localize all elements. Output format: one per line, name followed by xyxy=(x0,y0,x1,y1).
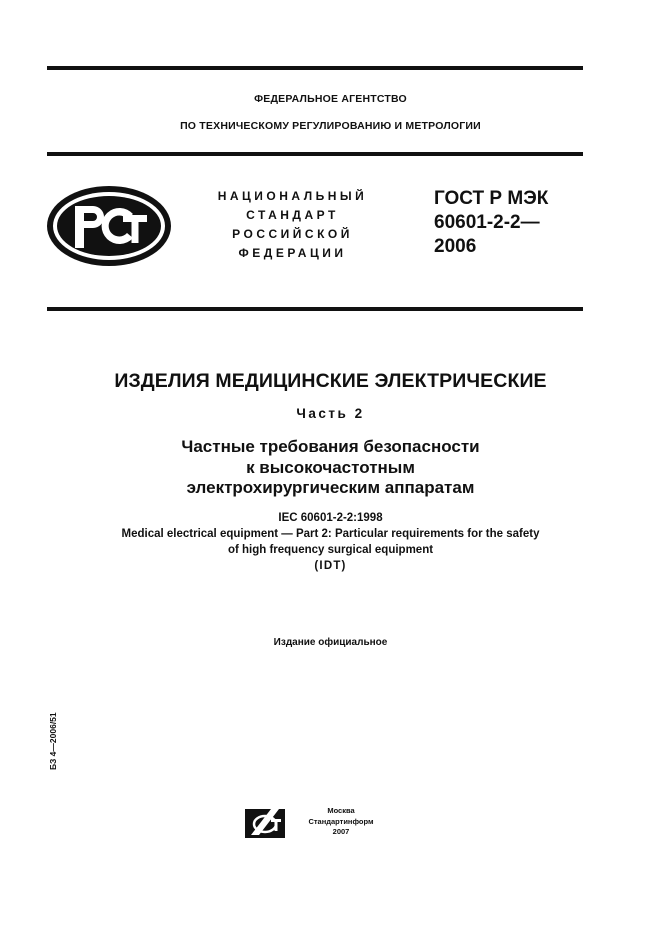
iec-title-line-2: of high frequency surgical equipment xyxy=(227,544,434,556)
standard-type xyxy=(190,187,395,263)
document-subtitle xyxy=(0,437,661,499)
publisher-year: 2007 xyxy=(332,827,350,836)
document-title: ИЗДЕЛИЯ МЕДИЦИНСКИЕ ЭЛЕКТРИЧЕСКИЕ xyxy=(114,370,547,392)
standard-number xyxy=(434,187,548,259)
publisher-info xyxy=(296,806,386,838)
agency-line-2: ПО ТЕХНИЧЕСКОМУ РЕГУЛИРОВАНИЮ И МЕТРОЛОГИИ xyxy=(180,120,481,132)
top-rule xyxy=(47,66,583,70)
publisher-name: Стандартинформ xyxy=(308,816,374,826)
standard-type-line-4: ФЕДЕРАЦИИ xyxy=(238,246,347,260)
standard-type-line-2: СТАНДАРТ xyxy=(246,208,339,222)
standard-number-line-3: 2006 xyxy=(434,236,477,257)
subtitle-line-1: Частные требования безопасности xyxy=(181,437,480,456)
agency-line-1: ФЕДЕРАЛЬНОЕ АГЕНТСТВО xyxy=(254,93,407,105)
publisher-city: Москва xyxy=(327,806,355,815)
standard-type-line-3: РОССИЙСКОЙ xyxy=(232,227,353,241)
standartinform-logo-icon xyxy=(245,806,285,838)
standard-type-line-1: НАЦИОНАЛЬНЫЙ xyxy=(217,189,368,203)
side-code: БЗ 4—2006/51 xyxy=(48,712,58,770)
iec-equivalence: (IDT) xyxy=(314,560,347,572)
part-label: Часть 2 xyxy=(296,406,365,421)
standard-number-line-1: ГОСТ Р МЭК xyxy=(434,188,549,209)
header-bottom-rule xyxy=(47,152,583,156)
iec-title-line-1: Medical electrical equipment — Part 2: Particular requirements for the safety xyxy=(121,528,540,540)
subtitle-line-3: электрохирургическим аппаратам xyxy=(186,478,475,497)
iec-block xyxy=(0,510,661,574)
rst-logo-icon xyxy=(45,184,173,268)
standard-number-line-2: 60601-2-2— xyxy=(434,212,540,233)
logo-bottom-rule xyxy=(47,307,583,311)
subtitle-line-2: к высокочастотным xyxy=(246,457,415,477)
iec-number: IEC 60601-2-2:1998 xyxy=(278,512,383,524)
edition-label: Издание официальное xyxy=(273,637,388,648)
